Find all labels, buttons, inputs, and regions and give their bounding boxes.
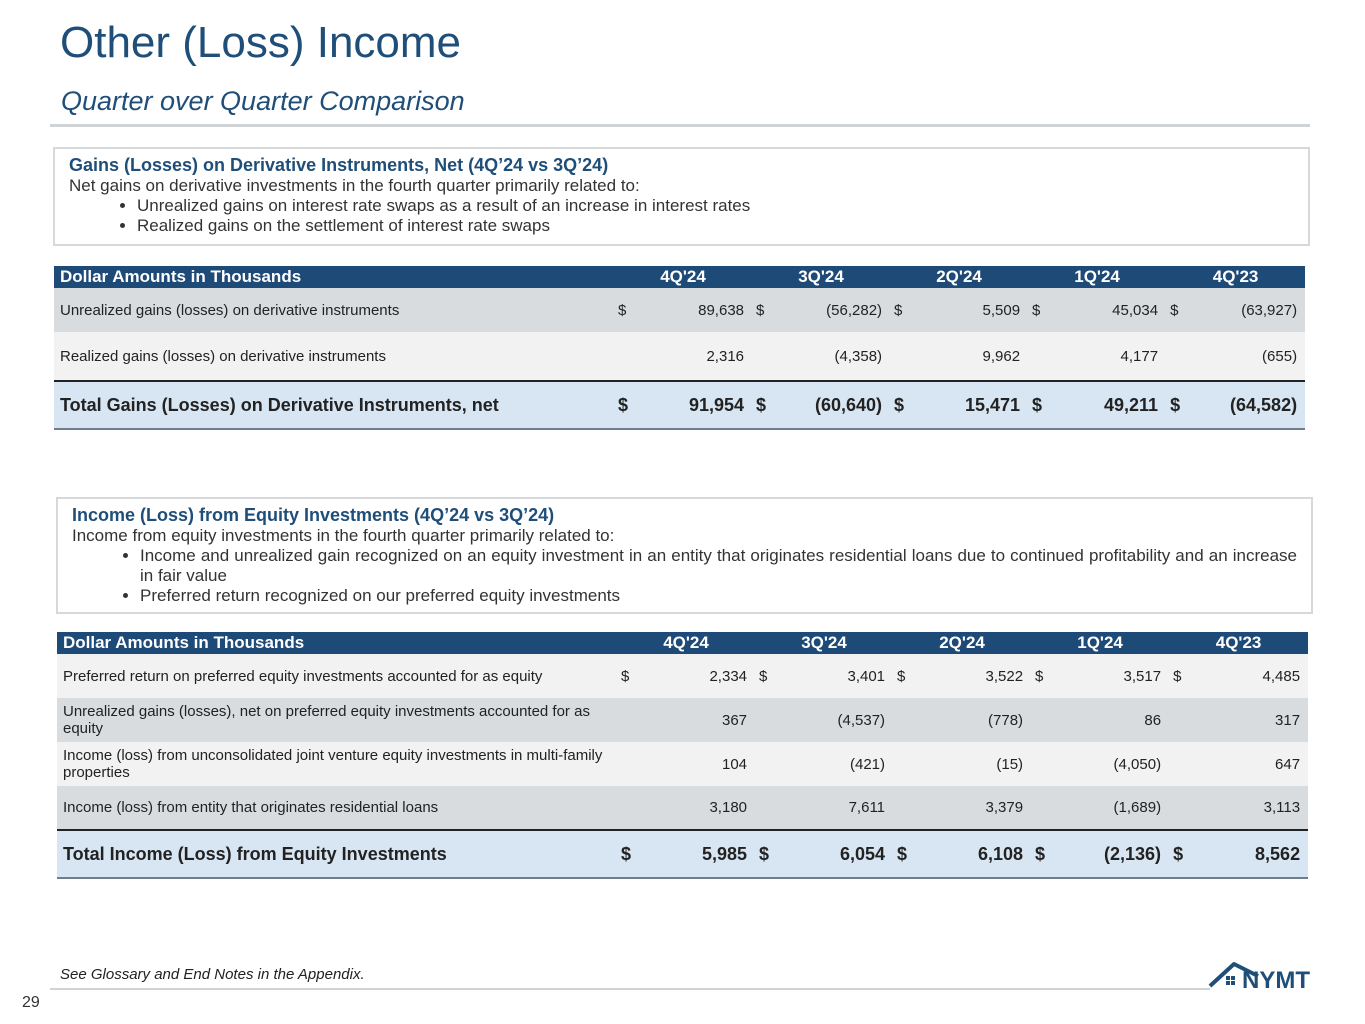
list-item: • Preferred return recognized on our preferred equity investments bbox=[140, 586, 1297, 606]
row-label: Total Gains (Losses) on Derivative Instruments, net bbox=[54, 381, 614, 429]
cell-value: (778) bbox=[923, 698, 1031, 742]
cell-value: 3,379 bbox=[923, 786, 1031, 830]
row-label: Unrealized gains (losses), net on preferred equity investments accounted for as equity bbox=[57, 698, 617, 742]
currency-symbol: $ bbox=[1166, 288, 1196, 332]
cell-value: 3,113 bbox=[1199, 786, 1308, 830]
currency-symbol bbox=[1169, 786, 1199, 830]
currency-symbol: $ bbox=[1031, 654, 1061, 698]
cell-value: (15) bbox=[923, 742, 1031, 786]
column-header: 1Q'24 bbox=[1028, 266, 1166, 288]
cell-value: 5,509 bbox=[920, 288, 1028, 332]
currency-symbol bbox=[617, 698, 647, 742]
table-total-row bbox=[57, 830, 1308, 878]
cell-value: 7,611 bbox=[785, 786, 893, 830]
cell-value: 3,401 bbox=[785, 654, 893, 698]
equity-callout bbox=[56, 497, 1313, 614]
column-header: 4Q'24 bbox=[617, 632, 755, 654]
equity-callout-intro: Income from equity investments in the fourth quarter primarily related to: bbox=[72, 526, 615, 545]
cell-value: (1,689) bbox=[1061, 786, 1169, 830]
cell-value: (63,927) bbox=[1196, 288, 1305, 332]
cell-value: 9,962 bbox=[920, 332, 1028, 381]
currency-symbol bbox=[617, 742, 647, 786]
currency-symbol bbox=[1031, 698, 1061, 742]
table-total-row bbox=[54, 381, 1305, 429]
currency-symbol bbox=[617, 786, 647, 830]
list-item: • Unrealized gains on interest rate swaps as a result of an increase in interest rates bbox=[137, 196, 1294, 216]
cell-value: 3,522 bbox=[923, 654, 1031, 698]
row-label: Realized gains (losses) on derivative instruments bbox=[54, 332, 614, 381]
currency-symbol: $ bbox=[893, 654, 923, 698]
derivatives-callout-heading: Gains (Losses) on Derivative Instruments, Net (4Q’24 vs 3Q’24) bbox=[69, 155, 609, 175]
table-row bbox=[54, 288, 1305, 332]
table-row bbox=[57, 786, 1308, 830]
column-header: 3Q'24 bbox=[752, 266, 890, 288]
cell-value: 2,334 bbox=[647, 654, 755, 698]
cell-value: 3,517 bbox=[1061, 654, 1169, 698]
currency-symbol bbox=[890, 332, 920, 381]
currency-symbol: $ bbox=[614, 381, 644, 429]
cell-value: (655) bbox=[1196, 332, 1305, 381]
currency-symbol bbox=[1169, 742, 1199, 786]
cell-value: (60,640) bbox=[782, 381, 890, 429]
cell-value: 6,108 bbox=[923, 830, 1031, 878]
cell-value: (56,282) bbox=[782, 288, 890, 332]
equity-table bbox=[57, 632, 1308, 879]
column-header: 4Q'23 bbox=[1166, 266, 1305, 288]
currency-symbol: $ bbox=[890, 288, 920, 332]
cell-value: (421) bbox=[785, 742, 893, 786]
currency-symbol bbox=[1166, 332, 1196, 381]
page-number: 29 bbox=[22, 994, 40, 1011]
cell-value: 104 bbox=[647, 742, 755, 786]
column-header: Dollar Amounts in Thousands bbox=[57, 632, 617, 654]
currency-symbol: $ bbox=[755, 830, 785, 878]
column-header: Dollar Amounts in Thousands bbox=[54, 266, 614, 288]
table-row bbox=[57, 742, 1308, 786]
cell-value: (64,582) bbox=[1196, 381, 1305, 429]
cell-value: 89,638 bbox=[644, 288, 752, 332]
cell-value: 86 bbox=[1061, 698, 1169, 742]
nymt-logo bbox=[1208, 958, 1348, 994]
currency-symbol: $ bbox=[1031, 830, 1061, 878]
currency-symbol bbox=[614, 332, 644, 381]
currency-symbol: $ bbox=[752, 288, 782, 332]
currency-symbol: $ bbox=[617, 654, 647, 698]
currency-symbol bbox=[755, 698, 785, 742]
currency-symbol bbox=[1031, 786, 1061, 830]
currency-symbol: $ bbox=[1028, 288, 1058, 332]
footer-divider bbox=[50, 988, 1210, 990]
cell-value: 15,471 bbox=[920, 381, 1028, 429]
cell-value: 8,562 bbox=[1199, 830, 1308, 878]
column-header: 2Q'24 bbox=[890, 266, 1028, 288]
currency-symbol bbox=[755, 742, 785, 786]
currency-symbol bbox=[1169, 698, 1199, 742]
cell-value: 367 bbox=[647, 698, 755, 742]
list-item: • Realized gains on the settlement of interest rate swaps bbox=[137, 216, 1294, 236]
derivatives-callout bbox=[53, 147, 1310, 246]
currency-symbol: $ bbox=[1028, 381, 1058, 429]
table-row bbox=[57, 698, 1308, 742]
column-header: 4Q'23 bbox=[1169, 632, 1308, 654]
derivatives-callout-bullets bbox=[69, 196, 1294, 236]
column-header: 4Q'24 bbox=[614, 266, 752, 288]
column-header: 1Q'24 bbox=[1031, 632, 1169, 654]
cell-value: 91,954 bbox=[644, 381, 752, 429]
cell-value: 6,054 bbox=[785, 830, 893, 878]
table-header-row bbox=[54, 266, 1305, 288]
currency-symbol: $ bbox=[1169, 830, 1199, 878]
cell-value: 49,211 bbox=[1058, 381, 1166, 429]
cell-value: 45,034 bbox=[1058, 288, 1166, 332]
cell-value: (4,358) bbox=[782, 332, 890, 381]
footnote: See Glossary and End Notes in the Appendix. bbox=[60, 966, 365, 983]
row-label: Income (loss) from entity that originates residential loans bbox=[57, 786, 617, 830]
column-header: 3Q'24 bbox=[755, 632, 893, 654]
table-header-row bbox=[57, 632, 1308, 654]
row-label: Income (loss) from unconsolidated joint venture equity investments in multi-family properties bbox=[57, 742, 617, 786]
derivatives-table bbox=[54, 266, 1305, 430]
currency-symbol bbox=[752, 332, 782, 381]
currency-symbol bbox=[893, 786, 923, 830]
table-row bbox=[54, 332, 1305, 381]
table-row bbox=[57, 654, 1308, 698]
currency-symbol: $ bbox=[755, 654, 785, 698]
equity-callout-heading: Income (Loss) from Equity Investments (4Q’24 vs 3Q’24) bbox=[72, 505, 555, 525]
currency-symbol: $ bbox=[1169, 654, 1199, 698]
title-divider bbox=[50, 124, 1310, 127]
currency-symbol: $ bbox=[617, 830, 647, 878]
currency-symbol: $ bbox=[890, 381, 920, 429]
cell-value: 5,985 bbox=[647, 830, 755, 878]
list-item: • Income and unrealized gain recognized on an equity investment in an entity that originates residential loans due to continued profitability and an increase in fair value bbox=[140, 546, 1297, 586]
page-title: Other (Loss) Income bbox=[60, 18, 462, 67]
cell-value: 4,177 bbox=[1058, 332, 1166, 381]
equity-callout-bullets bbox=[72, 546, 1297, 606]
row-label: Preferred return on preferred equity investments accounted for as equity bbox=[57, 654, 617, 698]
cell-value: (4,537) bbox=[785, 698, 893, 742]
row-label: Total Income (Loss) from Equity Investments bbox=[57, 830, 617, 878]
cell-value: 4,485 bbox=[1199, 654, 1308, 698]
cell-value: (2,136) bbox=[1061, 830, 1169, 878]
house-roof-icon bbox=[1208, 958, 1348, 994]
column-header: 2Q'24 bbox=[893, 632, 1031, 654]
cell-value: 2,316 bbox=[644, 332, 752, 381]
currency-symbol: $ bbox=[893, 830, 923, 878]
currency-symbol bbox=[755, 786, 785, 830]
currency-symbol bbox=[893, 742, 923, 786]
currency-symbol bbox=[1031, 742, 1061, 786]
cell-value: 317 bbox=[1199, 698, 1308, 742]
logo-text: NYMT bbox=[1242, 967, 1310, 994]
cell-value: 647 bbox=[1199, 742, 1308, 786]
currency-symbol bbox=[1028, 332, 1058, 381]
page-subtitle: Quarter over Quarter Comparison bbox=[61, 86, 465, 116]
cell-value: 3,180 bbox=[647, 786, 755, 830]
currency-symbol: $ bbox=[1166, 381, 1196, 429]
currency-symbol: $ bbox=[752, 381, 782, 429]
derivatives-callout-intro: Net gains on derivative investments in the fourth quarter primarily related to: bbox=[69, 176, 640, 195]
row-label: Unrealized gains (losses) on derivative instruments bbox=[54, 288, 614, 332]
currency-symbol: $ bbox=[614, 288, 644, 332]
cell-value: (4,050) bbox=[1061, 742, 1169, 786]
currency-symbol bbox=[893, 698, 923, 742]
